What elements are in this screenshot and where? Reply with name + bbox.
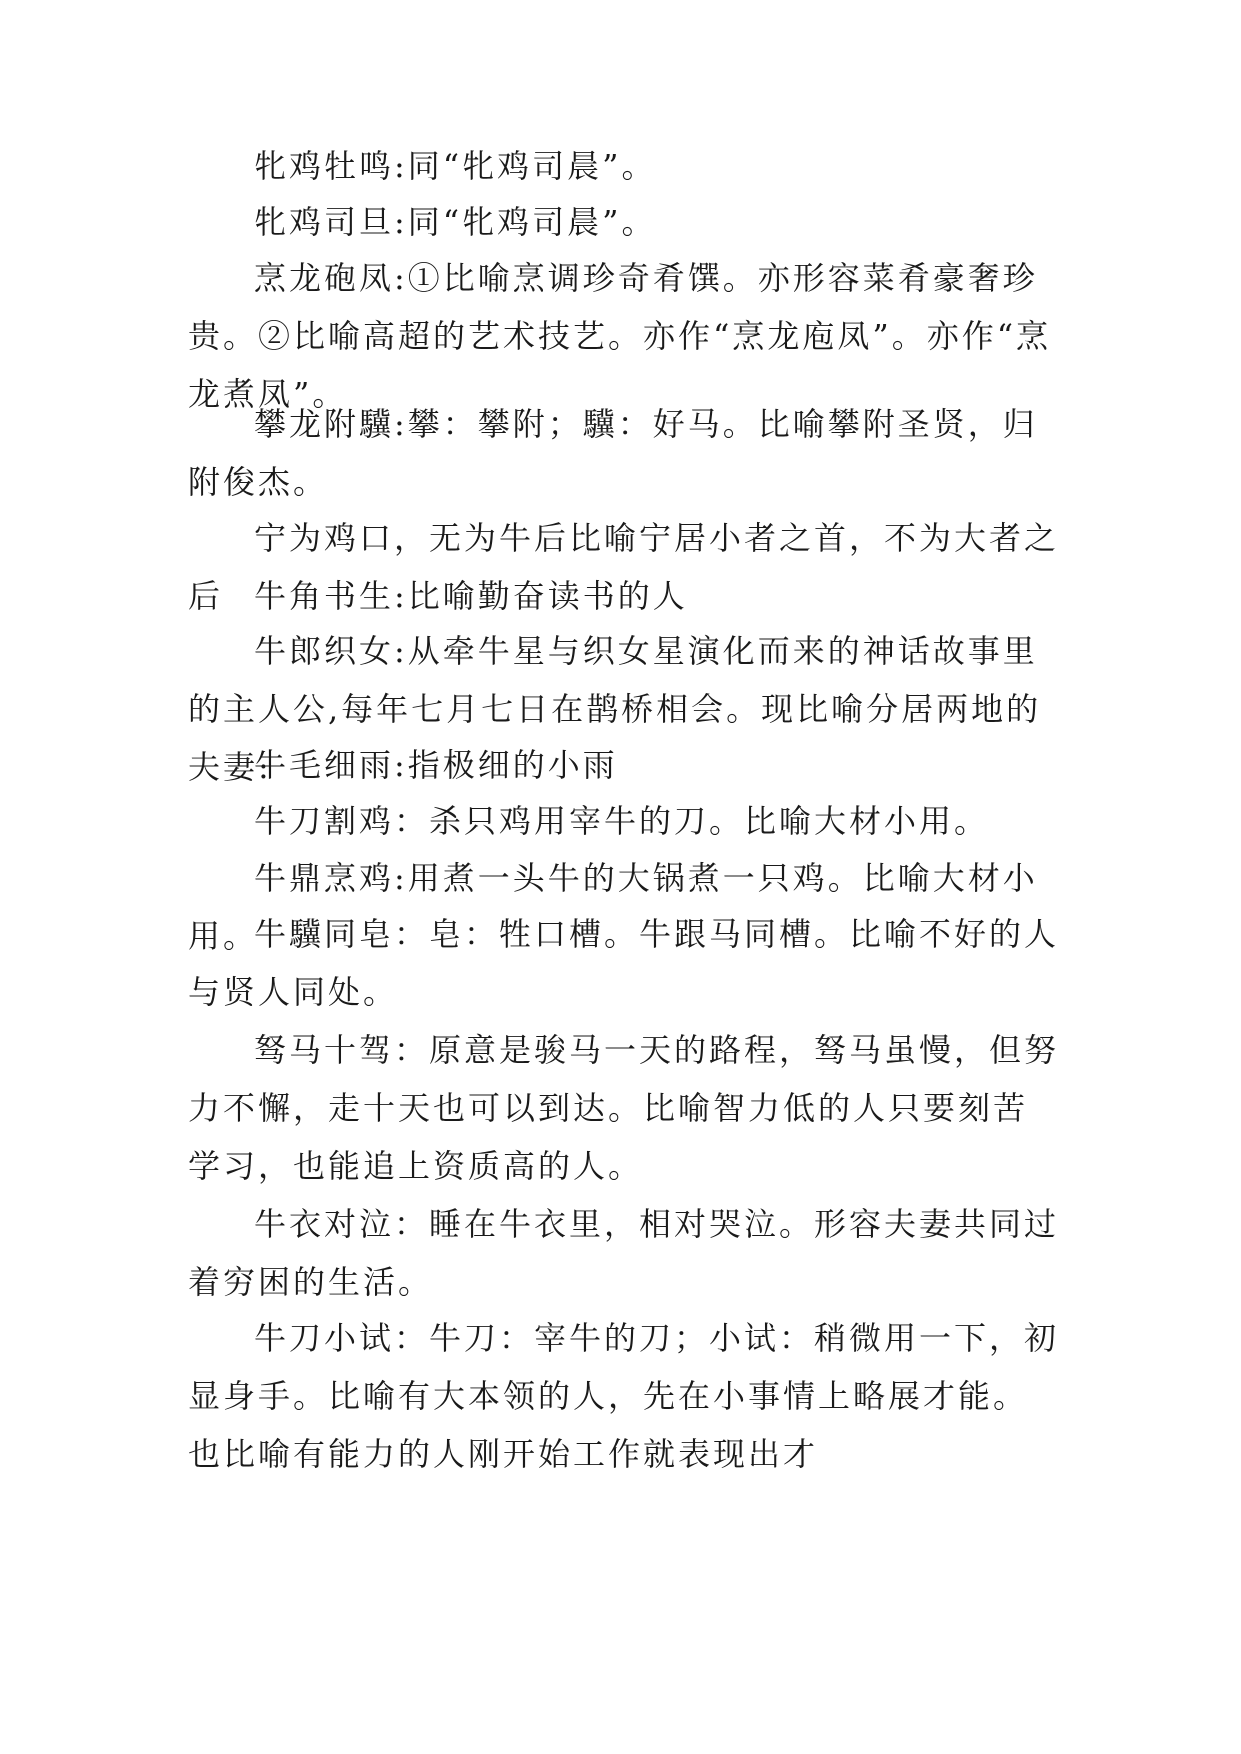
entry-paragraph: 牛驥同皂：皂：牲口槽。牛跟马同槽。比喻不好的人与贤人同处。 [188,915,1060,1011]
entry-paragraph: 牛郎织女:从牵牛星与织女星演化而来的神话故事里的主人公,每年七月七日在鹊桥相会。现比喻分居两地的夫妻: [188,632,1042,786]
entry-paragraph: 牛刀割鸡：杀只鸡用宰牛的刀。比喻大材小用。 [254,802,990,840]
entry-paragraph: 牝鸡司旦:同“牝鸡司晨”。 [254,203,657,241]
entry-paragraph: 牝鸡牡鸣:同“牝鸡司晨”。 [254,147,657,185]
entry-paragraph: 牛衣对泣：睡在牛衣里，相对哭泣。形容夫妻共同过着穷困的生活。 [188,1205,1060,1301]
entry-paragraph: 宁为鸡口，无为牛后比喻宁居小者之首，不为大者之后 [188,519,1060,615]
entry-paragraph: 烹龙砲凤:①比喻烹调珍奇肴馔。亦形容菜肴豪奢珍贵。②比喻高超的艺术技艺。亦作“烹龙庖凤”。亦作“烹龙煮凤”。 [188,259,1052,413]
entry-paragraph: 牛鼎烹鸡:用煮一头牛的大锅煮一只鸡。比喻大材小用。 [188,859,1038,955]
entry-paragraph: 攀龙附驥:攀：攀附；驥：好马。比喻攀附圣贤，归附俊杰。 [188,405,1038,501]
entry-paragraph: 牛毛细雨:指极细的小雨 [254,746,618,784]
entry-paragraph: 驽马十驾：原意是骏马一天的路程，驽马虽慢，但努力不懈，走十天也可以到达。比喻智力低的人只要刻苦学习，也能追上资质高的人。 [188,1031,1060,1185]
entry-paragraph: 牛角书生:比喻勤奋读书的人 [254,577,688,615]
entry-paragraph: 牛刀小试：牛刀：宰牛的刀；小试：稍微用一下，初显身手。比喻有大本领的人，先在小事情上略展才能。也比喻有能力的人刚开始工作就表现出才 [188,1319,1060,1473]
